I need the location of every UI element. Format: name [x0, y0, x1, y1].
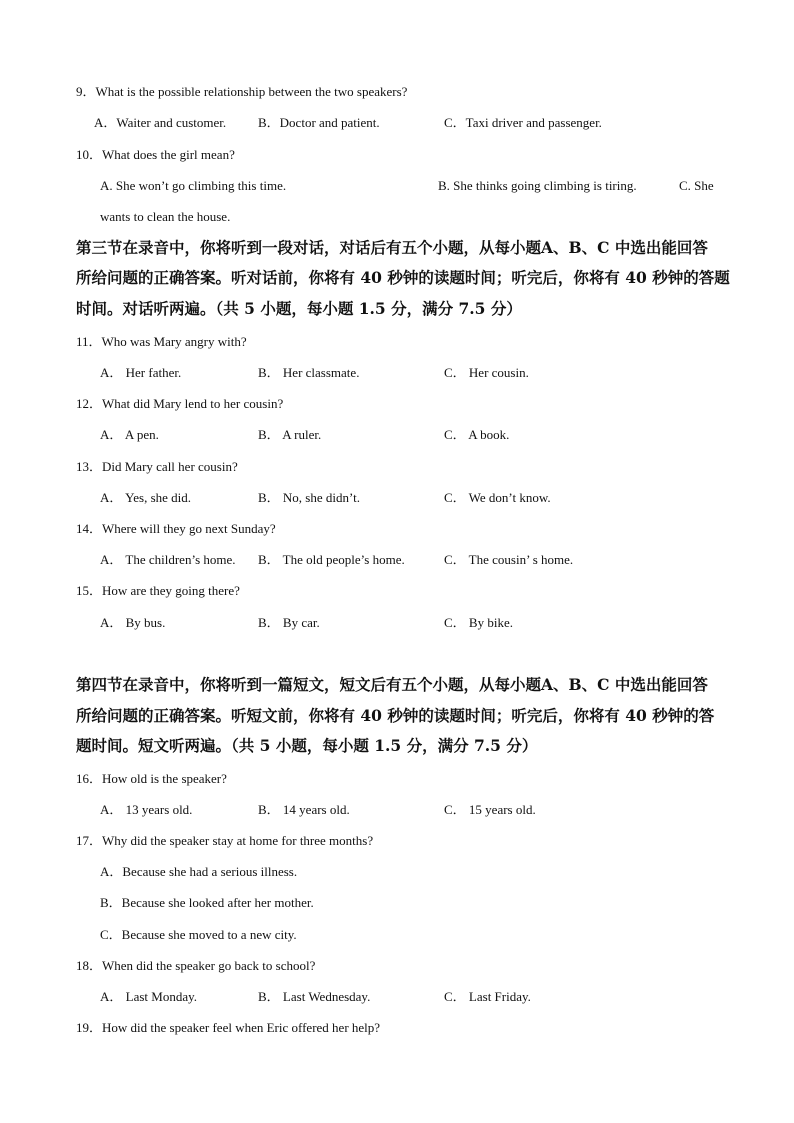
question-11-option-b: B． Her classmate. [258, 365, 360, 380]
question-12-option-a: A． A pen. [100, 427, 159, 442]
question-9-option-b: B．Doctor and patient. [258, 115, 380, 130]
question-15-option-c: C． By bike. [444, 615, 513, 630]
section-4-instructions-line-1: 第四节在录音中，你将听到一篇短文，短文后有五个小题，从每小题A、B、C 中选出能回答 [76, 675, 708, 694]
question-12-stem: 12．What did Mary lend to her cousin? [76, 396, 284, 411]
question-17-stem: 17．Why did the speaker stay at home for three months? [76, 833, 374, 848]
question-9-option-a: A．Waiter and customer. [94, 115, 227, 130]
question-14-stem: 14．Where will they go next Sunday? [76, 521, 276, 536]
question-13-option-a: A． Yes, she did. [100, 490, 192, 505]
question-14-option-c: C． The cousin’ s home. [444, 552, 574, 567]
question-10-option-a: A. She won’t go climbing this time. [100, 178, 287, 193]
question-18-option-b: B． Last Wednesday. [258, 989, 371, 1004]
question-18-stem: 18．When did the speaker go back to school? [76, 958, 316, 973]
question-17-option-b: B．Because she looked after her mother. [100, 895, 314, 910]
question-12-option-b: B． A ruler. [258, 427, 322, 442]
question-15-option-b: B． By car. [258, 615, 320, 630]
question-10-option-c-continued: wants to clean the house. [100, 209, 231, 224]
question-16-option-c: C． 15 years old. [444, 802, 536, 817]
question-17-option-a: A．Because she had a serious illness. [100, 864, 298, 879]
question-17-option-c: C．Because she moved to a new city. [100, 927, 297, 942]
question-9-stem: 9．What is the possible relationship between the two speakers? [76, 84, 408, 99]
section-4-instructions-line-3: 题时间。短文听两遍。（共 5 小题，每小题 1.5 分，满分 7.5 分） [76, 736, 538, 755]
question-19-stem: 19．How did the speaker feel when Eric offered her help? [76, 1020, 381, 1035]
section-3-instructions-line-1: 第三节在录音中，你将听到一段对话，对话后有五个小题，从每小题A、B、C 中选出能回答 [76, 238, 708, 257]
question-10-option-c: C. She [679, 178, 714, 193]
question-10-stem: 10．What does the girl mean? [76, 147, 235, 162]
question-13-stem: 13．Did Mary call her cousin? [76, 459, 238, 474]
question-14-option-a: A． The children’s home. [100, 552, 236, 567]
section-3-instructions-line-3: 时间。对话听两遍。（共 5 小题，每小题 1.5 分，满分 7.5 分） [76, 299, 522, 318]
question-15-option-a: A． By bus. [100, 615, 166, 630]
question-15-stem: 15．How are they going there? [76, 583, 240, 598]
section-4-instructions-line-2: 所给问题的正确答案。听短文前，你将有 40 秒钟的读题时间；听完后，你将有 40 秒钟的答 [76, 706, 715, 725]
section-3-instructions-line-2: 所给问题的正确答案。听对话前，你将有 40 秒钟的读题时间；听完后，你将有 40 秒钟的答题 [76, 268, 730, 287]
question-11-option-a: A． Her father. [100, 365, 182, 380]
question-18-option-c: C． Last Friday. [444, 989, 531, 1004]
question-11-option-c: C． Her cousin. [444, 365, 529, 380]
question-9-option-c: C．Taxi driver and passenger. [444, 115, 602, 130]
question-10-option-b: B. She thinks going climbing is tiring. [438, 178, 637, 193]
question-18-option-a: A． Last Monday. [100, 989, 198, 1004]
question-13-option-c: C． We don’t know. [444, 490, 551, 505]
question-14-option-b: B． The old people’s home. [258, 552, 405, 567]
question-16-option-b: B． 14 years old. [258, 802, 350, 817]
question-12-option-c: C． A book. [444, 427, 510, 442]
question-16-stem: 16．How old is the speaker? [76, 771, 227, 786]
question-13-option-b: B． No, she didn’t. [258, 490, 360, 505]
question-11-stem: 11．Who was Mary angry with? [76, 334, 247, 349]
question-16-option-a: A． 13 years old. [100, 802, 193, 817]
